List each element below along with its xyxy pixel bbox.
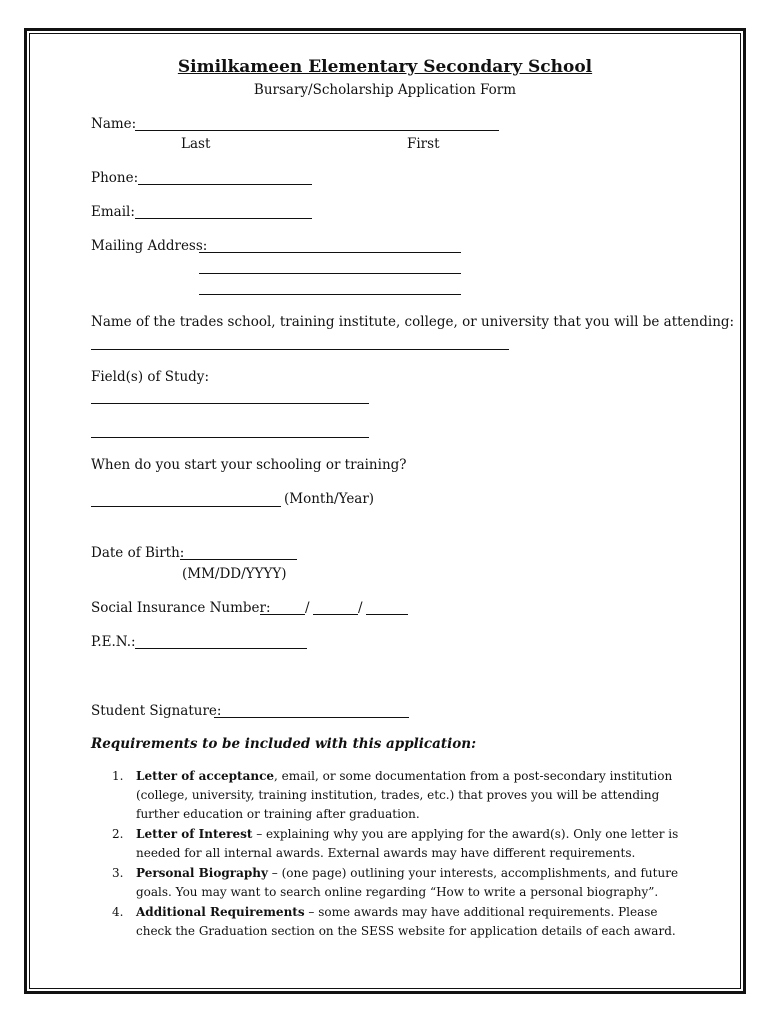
requirement-number: 2.	[112, 827, 124, 841]
mailing-address-line-3[interactable]	[199, 294, 461, 295]
requirement-number: 1.	[112, 769, 124, 783]
email-field[interactable]	[135, 218, 312, 219]
name-field[interactable]	[135, 130, 499, 131]
field-of-study-label: Field(s) of Study:	[91, 369, 209, 385]
requirement-title: Additional Requirements	[136, 905, 305, 919]
pen-label: P.E.N.:	[91, 634, 136, 650]
institution-field[interactable]	[91, 349, 509, 350]
signature-field[interactable]	[214, 717, 409, 718]
pen-field[interactable]	[135, 648, 307, 649]
phone-field[interactable]	[138, 184, 312, 185]
sin-field-2[interactable]	[313, 614, 358, 615]
sin-field-1[interactable]	[260, 614, 305, 615]
mailing-address-label: Mailing Address:	[91, 238, 208, 254]
requirement-text: , email, or some documentation from a post-secondary institution (college, university, training institution, trades, etc.) that proves you will be attending further education or training after graduation.	[136, 769, 673, 821]
start-question: When do you start your schooling or training?	[91, 457, 407, 473]
sin-label: Social Insurance Number:	[91, 600, 271, 616]
last-name-caption: Last	[181, 136, 211, 152]
requirement-text: – some awards may have additional requirements. Please check the Graduation section on the SESS website for application details of each award.	[136, 905, 676, 938]
requirement-title: Letter of acceptance	[136, 769, 275, 783]
requirement-number: 3.	[112, 866, 124, 880]
first-name-caption: First	[407, 136, 440, 152]
requirement-title: Personal Biography	[136, 866, 268, 880]
sin-separator-1: /	[305, 600, 310, 616]
requirement-text: – (one page) outlining your interests, accomplishments, and future goals. You may want to search online regarding “How to write a personal biography”.	[136, 866, 679, 899]
dob-format-caption: (MM/DD/YYYY)	[182, 566, 287, 582]
requirement-number: 4.	[112, 905, 124, 919]
requirement-title: Letter of Interest	[136, 827, 253, 841]
field-of-study-line-1[interactable]	[91, 403, 369, 404]
signature-label: Student Signature:	[91, 703, 222, 719]
month-year-caption: (Month/Year)	[284, 491, 375, 507]
start-date-field[interactable]	[91, 506, 281, 507]
institution-question: Name of the trades school, training institute, college, or university that you will be attending:	[91, 314, 735, 330]
name-label: Name:	[91, 116, 137, 132]
requirements-heading: Requirements to be included with this application:	[91, 736, 477, 752]
requirement-text: – explaining why you are applying for the award(s). Only one letter is needed for all internal awards. External awards may have different requirements.	[136, 827, 679, 860]
form-title: Bursary/Scholarship Application Form	[253, 82, 517, 98]
sin-field-3[interactable]	[366, 614, 408, 615]
phone-label: Phone:	[91, 170, 139, 186]
school-name: Similkameen Elementary Secondary School	[177, 57, 593, 77]
field-of-study-line-2[interactable]	[91, 437, 369, 438]
mailing-address-line-2[interactable]	[199, 273, 461, 274]
sin-separator-2: /	[358, 600, 363, 616]
dob-field[interactable]	[180, 559, 297, 560]
mailing-address-line-1[interactable]	[199, 252, 461, 253]
email-label: Email:	[91, 204, 135, 220]
dob-label: Date of Birth:	[91, 545, 185, 561]
